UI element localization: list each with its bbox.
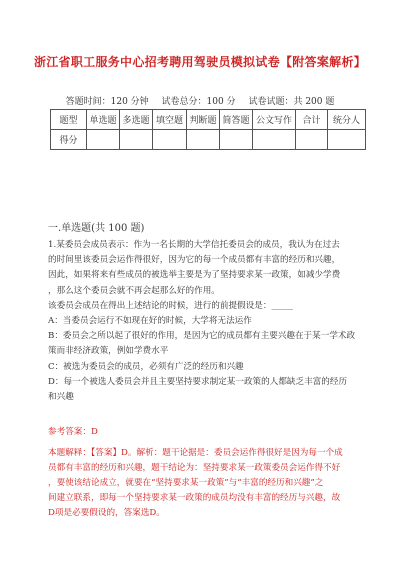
document-title: 浙江省职工服务中心招考聘用驾驶员模拟试卷【附答案解析】 xyxy=(33,55,367,69)
score-header-cell: 多选题 xyxy=(120,110,153,130)
option-line: 和兴趣 xyxy=(48,392,74,403)
score-header-cell: 题型 xyxy=(51,110,87,130)
question-1 xyxy=(48,238,358,405)
score-cell xyxy=(187,130,220,150)
score-cell xyxy=(220,130,253,150)
explanation-line: D项是必要假设的，答案选D。 xyxy=(48,508,165,518)
score-header-cell: 填空题 xyxy=(153,110,187,130)
exam-time: 答题时间：120 分钟 xyxy=(65,97,149,107)
answer-block xyxy=(48,425,358,521)
explanation-line: ，要使该结论成立，就要在“坚持要求某一政策”与“丰富的经历和兴趣”之 xyxy=(48,478,324,488)
exam-meta xyxy=(0,94,400,107)
score-cell xyxy=(328,130,366,150)
score-cell xyxy=(120,130,153,150)
question-line: 1.某委员会成员表示：作为一名长期的大学信托委员会的成员，我认为在过去 xyxy=(48,240,340,250)
explanation-line: 员都有丰富的经历和兴趣，题干结论为：坚持要求某一政策委员会运作得不好 xyxy=(48,463,341,473)
score-table-header-row xyxy=(51,110,366,130)
explanation-line: 间建立联系，即每一个坚持要求某一政策的成员均没有丰富的经历与兴趣，故 xyxy=(48,493,341,503)
score-header-cell: 公文写作 xyxy=(253,110,296,130)
exam-question-count: 试卷试题：共 200 题 xyxy=(248,97,335,107)
reference-answer: 参考答案：D xyxy=(48,427,98,437)
score-cell xyxy=(153,130,187,150)
explanation-line: 本题解释：【答案】D。解析：题干论据是：委员会运作得很好是因为每一个成 xyxy=(48,448,343,458)
question-line: 的时间里该委员会运作得很好，因为它的每一个成员都有丰富的经历和兴趣， xyxy=(48,255,341,266)
score-table xyxy=(50,109,366,150)
option-line: C：被选为委员会的成员，必须有广泛的经历和兴趣 xyxy=(48,361,244,372)
option-line: D：每一个被选人委员会并且主要坚持要求制定某一政策的人都缺乏丰富的经历 xyxy=(48,376,348,387)
exam-total-score: 试卷总分：100 分 xyxy=(161,97,236,107)
score-header-cell: 单选题 xyxy=(87,110,120,130)
score-header-cell: 简答题 xyxy=(220,110,253,130)
option-line: A：当委员会运行不如现在好的时候，大学将无法运作 xyxy=(48,316,252,327)
score-cell xyxy=(253,130,296,150)
score-header-cell: 合计 xyxy=(296,110,328,130)
score-cell xyxy=(296,130,328,150)
section-heading: 一.单选题(共 100 题) xyxy=(48,223,145,234)
score-cell xyxy=(87,130,120,150)
score-header-cell: 统分人 xyxy=(328,110,366,130)
question-line: 该委员会成员在得出上述结论的时候，进行的前提假设是：_____ xyxy=(48,300,293,311)
score-table-row xyxy=(51,130,366,150)
option-line: B：委员会之所以起了很好的作用，是因为它的成员都有主要兴趣在于某一学术政 xyxy=(48,331,356,342)
question-line: 因此，如果将来有些成员的被选举主要是为了坚持要求某一政策，如减少学费 xyxy=(48,270,341,281)
option-line: 策而非经济政策，例如学费水平 xyxy=(48,346,169,357)
question-line: ，那么这个委员会就不再会起那么好的作用。 xyxy=(48,285,220,296)
score-header-cell: 判断题 xyxy=(187,110,220,130)
score-row-label: 得分 xyxy=(51,130,87,150)
